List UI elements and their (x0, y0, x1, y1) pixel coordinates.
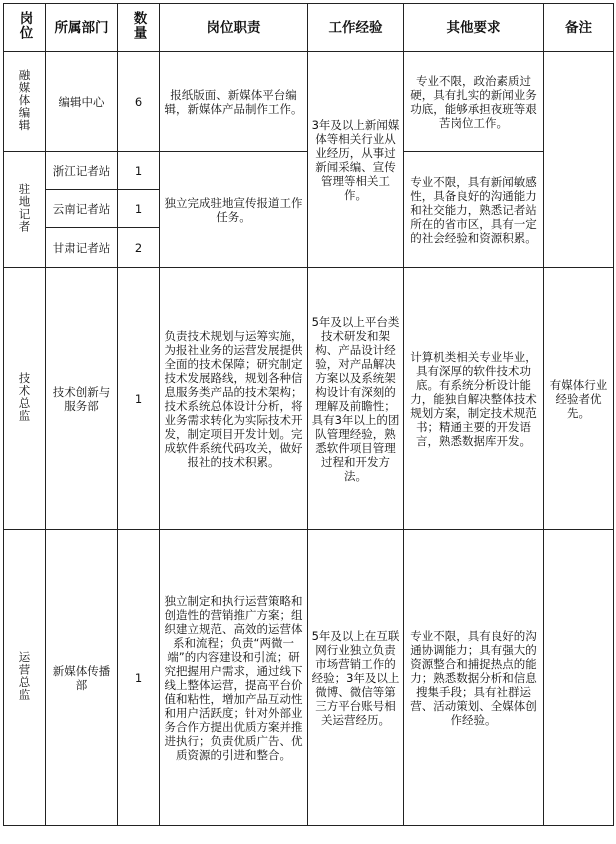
cell-duty: 报纸版面、新媒体平台编辑，新媒体产品制作工作。 (160, 52, 308, 152)
cell-duty: 独立完成驻地宣传报道工作任务。 (160, 152, 308, 268)
table-row-ops-director (4, 530, 614, 826)
header-duty: 岗位职责 (160, 4, 308, 52)
cell-experience: 5年及以上平台类技术研发和架构、产品设计经验，对产品解决方案以及系统架构设计有深刻的理解及前瞻性；具有3年以上的团队管理经验，熟悉软件项目管理过程和开发方法。 (308, 268, 404, 530)
table-row-media-editor (4, 52, 614, 152)
cell-remarks-empty (544, 52, 614, 268)
header-requirements: 其他要求 (404, 4, 544, 52)
cell-count: 1 (118, 268, 160, 530)
cell-dept: 编辑中心 (46, 52, 118, 152)
cell-requirements: 专业不限，具有新闻敏感性，具备良好的沟通能力和社交能力，熟悉记者站所在的省市区，具有一定的社会经验和资源积累。 (404, 152, 544, 268)
header-count: 数量 (118, 4, 160, 52)
cell-dept: 技术创新与服务部 (46, 268, 118, 530)
header-dept: 所属部门 (46, 4, 118, 52)
cell-dept: 云南记者站 (46, 190, 118, 228)
cell-count: 1 (118, 190, 160, 228)
header-post: 岗位 (4, 4, 46, 52)
cell-post: 技术总监 (4, 268, 46, 530)
cell-requirements: 专业不限，政治素质过硬，具有扎实的新闻业务功底，能够承担夜班等艰苦岗位工作。 (404, 52, 544, 152)
cell-count: 1 (118, 152, 160, 190)
cell-count: 2 (118, 228, 160, 268)
cell-requirements: 计算机类相关专业毕业，具有深厚的软件技术功底。有系统分析设计能力，能独自解决整体技术规划方案，制定技术规范书；精通主要的开发语言，熟悉数据库开发。 (404, 268, 544, 530)
cell-remarks: 有媒体行业经验者优先。 (544, 268, 614, 530)
header-row (4, 4, 614, 52)
recruitment-table-wrapper (3, 3, 614, 826)
cell-dept: 新媒体传播部 (46, 530, 118, 826)
cell-experience: 5年及以上在互联网行业独立负责市场营销工作的经验；3年及以上微博、微信等第三方平台账号相关运营经历。 (308, 530, 404, 826)
cell-post: 运营总监 (4, 530, 46, 826)
table-row-tech-director (4, 268, 614, 530)
cell-duty: 负责技术规划与运筹实施，为报社业务的运营发展提供全面的技术保障；研究制定技术发展路线，规划各种信息服务类产品的技术架构；技术系统总体设计分析，将业务需求转化为实际技术开发，制定项目开发计划。完成软件系统代码攻关，做好报社的技术积累。 (160, 268, 308, 530)
cell-dept: 浙江记者站 (46, 152, 118, 190)
cell-post: 融媒体编辑 (4, 52, 46, 152)
cell-post: 驻地记者 (4, 152, 46, 268)
cell-experience: 3年及以上新闻媒体等相关行业从业经历，从事过新闻采编、宣传管理等相关工作。 (308, 52, 404, 268)
cell-requirements: 专业不限，具有良好的沟通协调能力；具有强大的资源整合和捕捉热点的能力；熟悉数据分析和信息搜集手段；具有社群运营、活动策划、全媒体创作经验。 (404, 530, 544, 826)
header-experience: 工作经验 (308, 4, 404, 52)
recruitment-table (3, 3, 614, 826)
cell-count: 1 (118, 530, 160, 826)
cell-count: 6 (118, 52, 160, 152)
cell-remarks-empty (544, 530, 614, 826)
cell-duty: 独立制定和执行运营策略和创造性的营销推广方案；组织建立规范、高效的运营体系和流程；负责“两微一端”的内容建设和引流；研究把握用户需求，通过线下线上整体运营，提高平台价值和粘性，增加产品互动性和用户活跃度；针对外部业务合作方提出优质方案并推进执行；负责优质广告、优质资源的引进和整合。 (160, 530, 308, 826)
header-remarks: 备注 (544, 4, 614, 52)
cell-dept: 甘肃记者站 (46, 228, 118, 268)
